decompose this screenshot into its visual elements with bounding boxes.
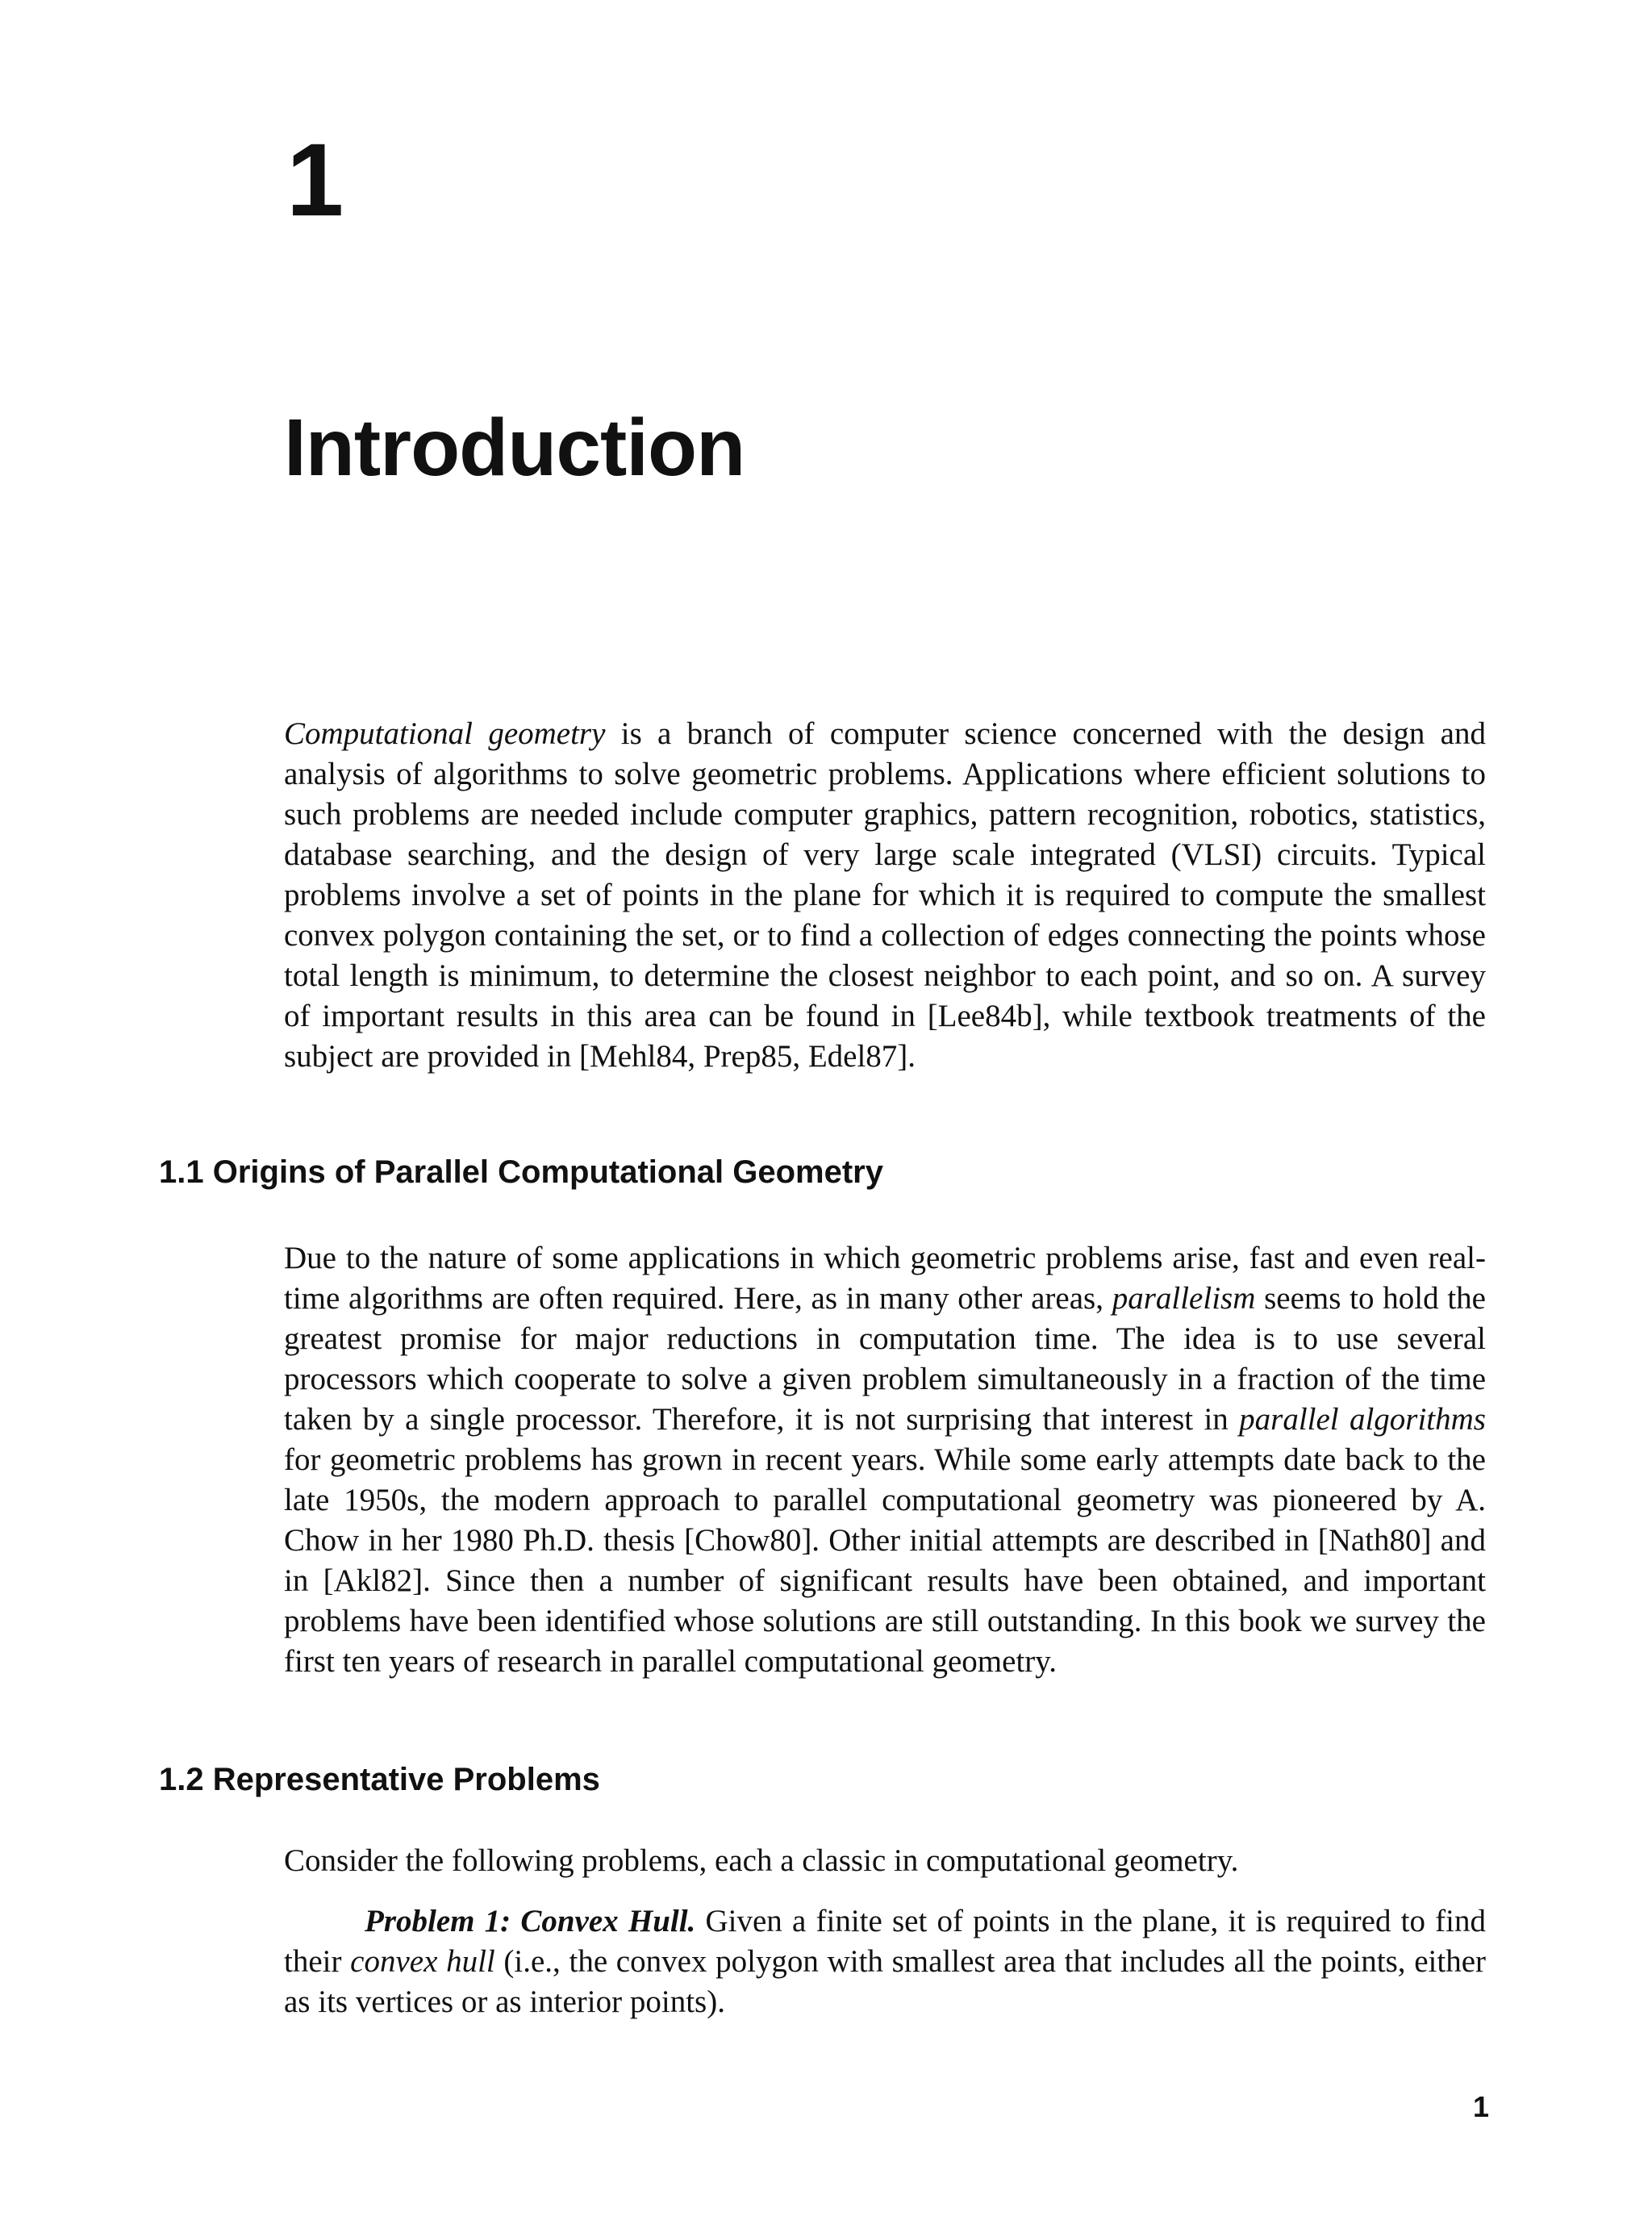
origins-text-b: seems to hold the greatest promise for major reductions in computation time. The idea is to use several processors which cooperate to solve a given problem simultaneously in a fraction of the time taken by a single processor. Therefore, it is not surprising that interest in [284, 1281, 1486, 1437]
problem-1-emphasis-convex-hull: convex hull [350, 1944, 495, 1979]
intro-paragraph [284, 714, 1486, 1077]
intro-text: is a branch of computer science concerned with the design and analysis of algorithms to solve geometric problems. Applications where efficient solutions to such problems are needed include computer graphics, pattern recognition, robotics, statistics, database searching, and the design of very large scale integrated (VLSI) circuits. Typical problems involve a set of points in the plane for which it is required to compute the smallest convex polygon containing the set, or to find a collection of edges connecting the points whose total length is minimum, to determine the closest neighbor to each point, and so on. A survey of important results in this area can be found in [Lee84b], while textbook treatments of the subject are provided in [Mehl84, Prep85, Edel87]. [284, 716, 1486, 1074]
section-heading-representative-problems: 1.2 Representative Problems [159, 1762, 600, 1797]
chapter-title: Introduction [284, 403, 745, 493]
section-heading-origins: 1.1 Origins of Parallel Computational Geometry [159, 1154, 883, 1190]
chapter-number: 1 [286, 123, 344, 238]
origins-emphasis-parallel-algorithms: parallel algorithms [1239, 1402, 1486, 1437]
problem-1-label: Problem 1: Convex Hull. [365, 1904, 696, 1938]
consider-paragraph: Consider the following problems, each a classic in computational geometry. [284, 1843, 1239, 1878]
origins-paragraph [284, 1238, 1486, 1682]
problem-1-text-a: Given a finite set of points in the plane, it is required to find their [284, 1904, 1486, 1979]
intro-term: Computational geometry [284, 716, 606, 751]
problem-1-text-b: (i.e., the convex polygon with smallest area that includes all the points, either as its vertices or as interior points). [284, 1944, 1487, 2019]
page-number: 1 [1472, 2090, 1489, 2123]
origins-text-a: Due to the nature of some applications in which geometric problems arise, fast and even real-time algorithms are often required. Here, as in many other areas, [284, 1241, 1486, 1316]
origins-emphasis-parallelism: parallelism [1112, 1281, 1256, 1316]
problem-1-paragraph [284, 1901, 1486, 2022]
origins-text-c: for geometric problems has grown in recent years. While some early attempts date back to the late 1950s, the modern approach to parallel computational geometry was pioneered by A. Chow in her 1980 Ph.D. thesis [Chow80]. Other initial attempts are described in [Nath80] and in [Akl82]. Since then a number of significant results have been obtained, and important problems have been identified whose solutions are still outstanding. In this book we survey the first ten years of research in parallel computational geometry. [284, 1442, 1486, 1679]
